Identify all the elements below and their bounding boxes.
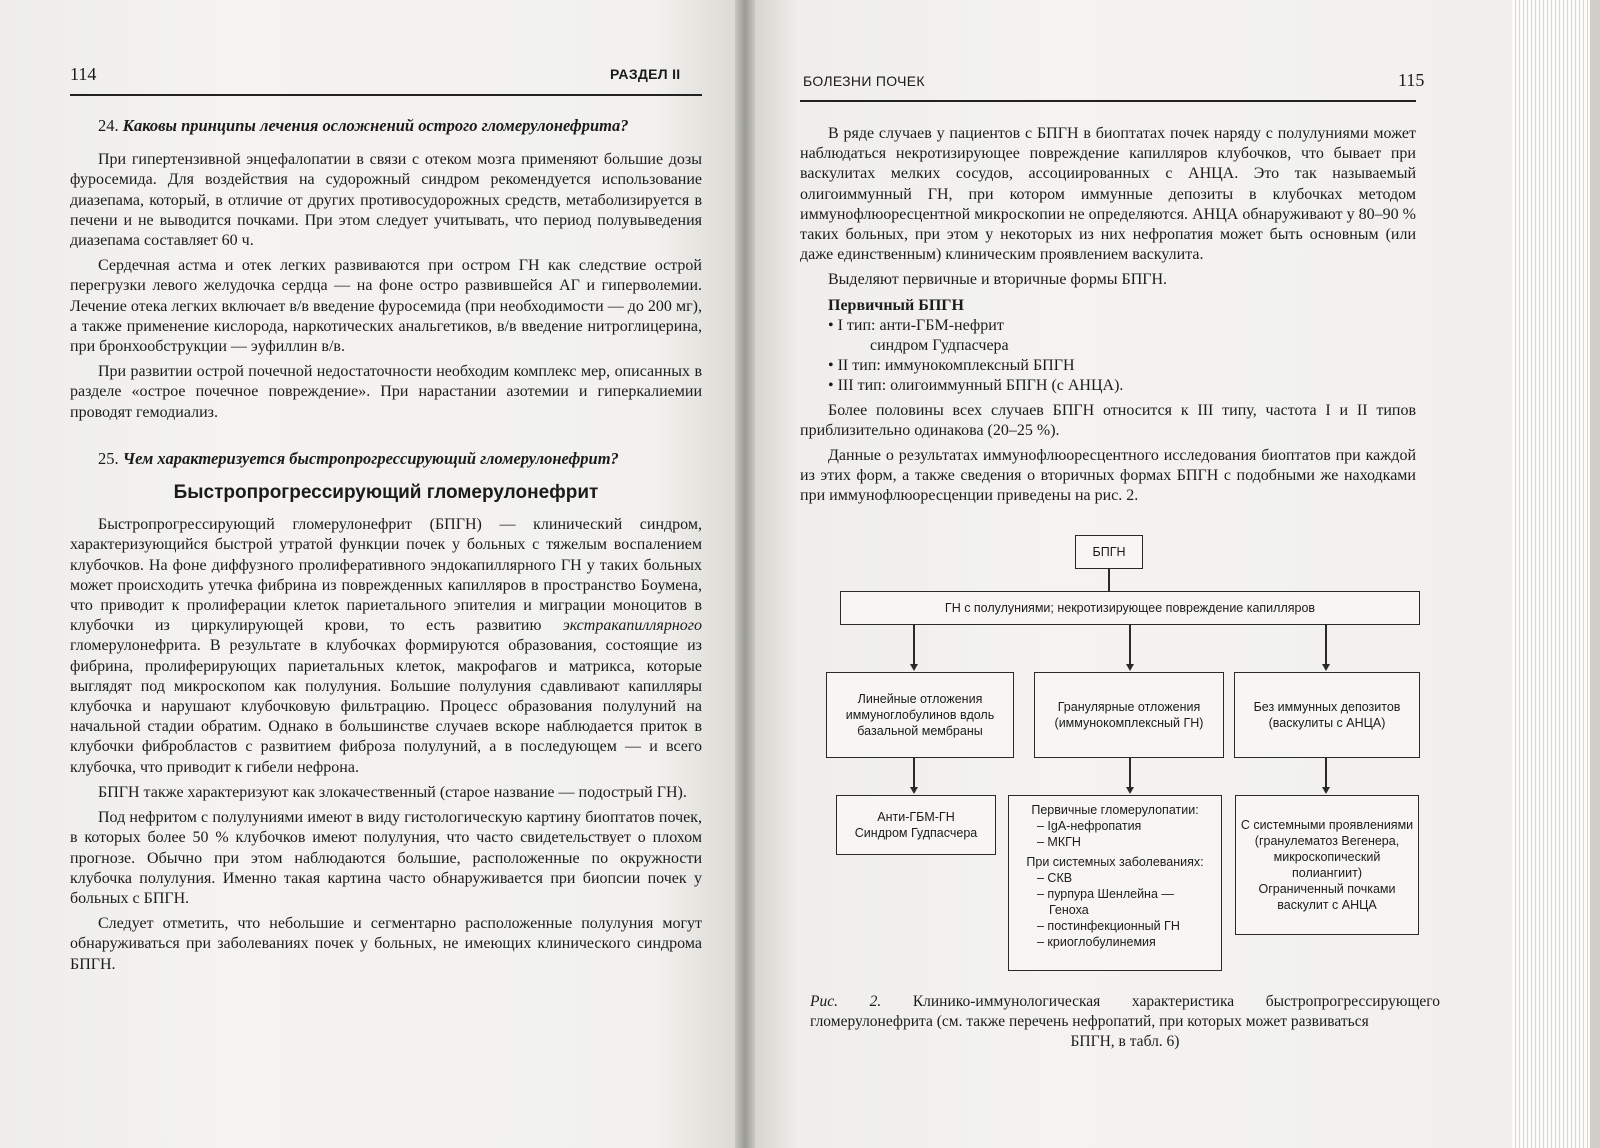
diagram-granular-deposits-box: Гранулярные отложения (иммунокомплексный ГН) — [1034, 672, 1224, 758]
question-24-text: Каковы принципы лечения осложнений острого гломерулонефрита? — [122, 116, 629, 135]
page-edges-shadow — [1590, 0, 1600, 1148]
paragraph-malignant: БПГН также характеризуют как злокачественный (старое название — подострый ГН). — [98, 783, 687, 801]
figure-caption-last-line: БПГН, в табл. 6) — [1070, 1033, 1180, 1050]
paragraph-cardiac-asthma: Сердечная астма и отек легких развиваются при остром ГН как следствие острой перегрузки левого желудочка сердца — на фоне остро развившейся АГ и гиперволемии. Лечение отека легких включает в/в введение фуросемида (при необходимости — до 200 мг), а также применение кислорода, наркотических анальгетиков, в/в введение нитроглицерина, при бронхообструкции — эуфиллин в/в. — [70, 257, 702, 356]
figure-caption-label: Рис. 2. — [810, 993, 882, 1010]
diagram-linear-deposits-box: Линейные отложения иммуноглобулинов вдоль базальной мембраны — [826, 672, 1014, 758]
left-page-number: 114 — [70, 64, 97, 84]
paragraph-encephalopathy: При гипертензивной энцефалопатии в связи с отеком мозга применяют большие дозы фуросемида. Для воздействия на судорожный синдром рекомендуется использование диазепама, который, в отличие от других противосудорожных средств, метаболизируется в печени и не выводится почками. При этом следует учитывать, что период полувыведения диазепама составляет 60 ч. — [70, 151, 702, 250]
right-page-number: 115 — [1398, 70, 1425, 90]
diagram-no-deposits-box: Без иммунных депозитов (васкулиты с АНЦА) — [1234, 672, 1420, 758]
diagram-list-item: – постинфекционный ГН — [1037, 919, 1180, 933]
diagram-list-item: – криоглобулинемия — [1037, 935, 1156, 949]
question-25-number: 25. — [98, 448, 119, 468]
list-item: • III тип: олигоиммунный БПГН (с АНЦА). — [828, 377, 1124, 395]
primary-glomerulopathies-heading: Первичные гломерулопатии: — [1031, 803, 1199, 817]
right-running-head: БОЛЕЗНИ ПОЧЕК — [803, 73, 925, 89]
book-gutter — [735, 0, 755, 1148]
paragraph-crescentic: Под нефритом с полулуниями имеют в виду гистологическую картину биоптатов почек, в которых более 50 % клубочков имеют полулуния, что часто свидетельствует о плохом прогнозе. Обычно при этом наблюдаются большие, расположенные по окружности клубочка полулуния. Именно такая картина часто обнаруживается при биопсии почек у больных с БПГН. — [70, 809, 702, 907]
diagram-list-item: Геноха — [1049, 903, 1089, 917]
left-header-rule — [70, 94, 702, 96]
diagram-list-item: – СКВ — [1037, 871, 1073, 885]
paragraph-segmental: Следует отметить, что небольшие и сегментарно расположенные полулуния могут обнаруживаться при заболеваниях почек у больных, не имеющих клинического синдрома БПГН. — [70, 915, 702, 973]
figure-caption-text: Клинико-иммунологическая характеристика быстропрогрессирующего гломерулонефрита (см. также перечень нефропатий, при которых может развиваться — [810, 993, 1440, 1030]
question-24-number: 24. — [98, 116, 119, 135]
renal-limited-line: Ограниченный почками васкулит с АНЦА — [1258, 882, 1396, 912]
goodpasture-line: Синдром Гудпасчера — [854, 826, 978, 840]
anti-gbm-line: Анти-ГБМ-ГН — [877, 810, 955, 824]
diagram-list-item: – пурпура Шенлейна — — [1037, 887, 1174, 901]
subheading-primary-rpgn: Первичный БПГН — [828, 296, 964, 314]
systemic-diseases-heading: При системных заболеваниях: — [1026, 855, 1204, 869]
rpgn-definition-emphasis: экстракапиллярного — [562, 617, 702, 635]
right-header-rule — [800, 100, 1416, 102]
paragraph-figure-reference: Данные о результатах иммунофлюоресцентного исследования биоптатов при каждой из этих форм, а также сведения о вторичных формах БПГН с подобными же находками при иммунофлюоресценции приведены на рис. 2. — [800, 447, 1416, 505]
paragraph-forms: Выделяют первичные и вторичные формы БПГН. — [828, 271, 1168, 289]
left-text-column — [70, 116, 702, 980]
section-title: Быстропрогрессирующий гломерулонефрит — [173, 482, 599, 504]
diagram-list-item: – IgA-нефропатия — [1037, 819, 1142, 833]
list-item: • I тип: анти-ГБМ-нефрит — [828, 316, 1004, 334]
paragraph-rpgn-definition — [70, 515, 702, 778]
rpgn-definition-part1: Быстропрогрессирующий гломерулонефрит (БПГН) — клинический синдром, характеризующийся быстрой утратой функции почек у больных с тяжелым воспалением клубочков. На фоне диффузного пролиферативного эндокапиллярного ГН у таких больных может происходить утечка фибрина из поврежденных капилляров в пространство Боумена, что приводит к пролиферации клеток париетального эпителия и миграции моноцитов в клубочки из циркулирующей крови, то есть развитию — [70, 516, 702, 635]
question-24 — [70, 116, 702, 136]
paragraph-type-frequency: Более половины всех случаев БПГН относится к III типу, частота I и II типов приблизительно одинакова (20–25 %). — [800, 401, 1416, 439]
question-25-text: Чем характеризуется быстропрогрессирующий гломерулонефрит? — [122, 448, 619, 468]
diagram-level1-box: ГН с полулуниями; некротизирующее повреждение капилляров — [840, 591, 1420, 625]
list-item: синдром Гудпасчера — [870, 337, 1009, 355]
page-edges — [1512, 0, 1600, 1148]
paragraph-oligoimmune: В ряде случаев у пациентов с БПГН в биоптатах почек наряду с полулуниями может наблюдаться некротизирующее повреждение капилляров клубочков, что бывает при васкулитах мелких сосудов, ассоциированных с АНЦА. Это так называемый олигоиммунный ГН, при котором иммунные депозиты в клубочках методом иммунофлюоресцентной микроскопии не определяются. АНЦА обнаруживают у 80–90 % таких больных, при этом у некоторых из них нефропатия может быть основным (или даже единственным) клиническим проявлением васкулита. — [800, 125, 1416, 264]
diagram-root-box: БПГН — [1075, 535, 1143, 569]
figure-caption — [810, 992, 1440, 1052]
left-running-head: РАЗДЕЛ II — [610, 66, 681, 82]
diagram-list-item: – МКГН — [1037, 835, 1081, 849]
vasculitis-examples-line: (гранулематоз Вегенера, микроскопический полиангиит) — [1254, 834, 1400, 880]
rpgn-definition-part2: гломерулонефрита. В результате в клубочках формируются образования, состоящие из фибрина, пролиферирующих париетальных клеток, макрофагов и матрикса, которые выглядят под микроскопом как полулуния. Большие полулуния сдавливают капилляры клубочка и нарушают клубочковую фильтрацию. Процесс образования полулуний на начальной стадии обратим. Однако в большинстве случаев вскоре наблюдается приток в клубочки фибробластов с развитием фиброза полулуний, а в последующем — и всего клубочка, что приводит к гибели нефрона. — [70, 637, 702, 776]
question-25 — [70, 449, 702, 469]
systemic-manifestations-line: С системными проявлениями — [1240, 818, 1414, 832]
list-item: • II тип: иммунокомплексный БПГН — [828, 357, 1075, 375]
paragraph-acute-renal-failure: При развитии острой почечной недостаточности необходим комплекс мер, описанных в разделе «острое почечное повреждение». При нарастании азотемии и гиперкалиемии проводят гемодиализ. — [70, 363, 702, 421]
right-text-column — [800, 124, 1416, 512]
